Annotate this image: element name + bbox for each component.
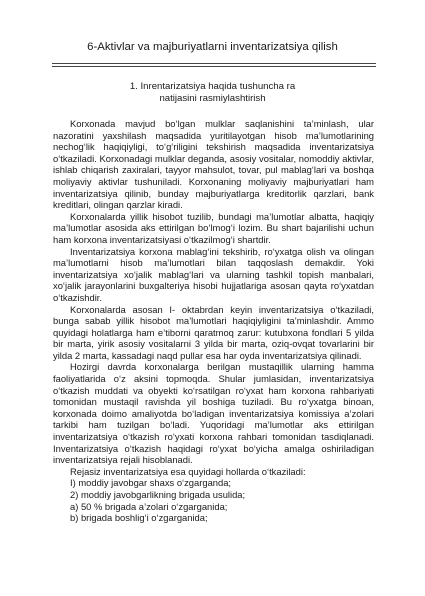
section-heading <box>0 81 425 105</box>
header-rule-bottom <box>52 66 376 67</box>
paragraph-1: Korxonada mavjud bo‘lgan mulklar saqlanishini ta’minlash, ular nazoratini yaxshilash maqsadida yuritilayotgan hisob ma’lumotlarining nechog‘lik haqiqiyligi, to‘g‘riligini tekshirish maqsadida inventarizatsiya o‘tkaziladi. Korxonadagi mulklar deganda, asosiy vositalar, nomoddiy aktivlar, ishlab chiqarish zaxiralari, tayyor mahsulot, tovar, pul mablag‘lari va boshqa moliyaviy aktivlar tushuniladi. Korxonaning moliyaviy majburiyatlari ham inventarizatsiya qilinib, bunday majburiyatlarga kreditorlik qarzlari, bank kreditlari, olingan qarzlar kiradi. <box>53 118 374 211</box>
paragraph-6: Rejasiz inventarizatsiya esa quyidagi hollarda o‘tkaziladi: <box>70 465 306 477</box>
header-rule-top <box>52 63 376 64</box>
list-item: I) moddiy javobgar shaxs o‘zgarganda; <box>70 477 232 489</box>
list-item: b) brigada boshlig‘i o‘zgarganida; <box>70 512 208 524</box>
unplanned-inventory-list <box>53 477 374 523</box>
chapter-title: 6-Aktivlar va majburiyatlarni inventarizatsiya qilish <box>87 41 338 53</box>
list-item: a) 50 % brigada a’zolari o‘zgarganida; <box>70 500 228 512</box>
list-item: 2) moddiy javobgarlikning brigada usulida; <box>70 489 246 500</box>
paragraph-5: Hozirgi davrda korxonalarga berilgan mustaqillik ularning hamma faoliyatlarida o‘z aksini topmoqda. Shular jumlasidan, inventarizatsiya o‘tkazish muddati va obyekti ko‘rsatilgan ro‘yxat ham korxona rahbariyati tomonidan mustaqil ravishda yil boshiga tuziladi. Bu ro‘yxatga binoan, korxonada doimo amaliyotda bo‘ladigan inventarizatsiya komissiya a’zolari tarkibi ham tuzilgan bo‘ladi. Yuqoridagi ma’lumotlar aks ettirilgan inventarizatsiya o‘tkazish ro‘yxati korxona rahbari tomonidan tasdiqlanadi. Inventarizatsiya o‘tkazish haqidagi ro‘yxat bo‘yicha amalga oshiriladigan inventarizatsiya rejali hisoblanadi. <box>53 361 374 466</box>
paragraph-2: Korxonalarda yillik hisobot tuzilib, bundagi ma’lumotlar albatta, haqiqiy ma’lumotlar asosida aks ettirilgan bo‘lmog‘i lozim. Bu shart bajarilishi uchun ham korxona inventarizatsiyasi o‘tkazilmog‘i shartdir. <box>53 210 374 245</box>
section-heading-line-2: natijasini rasmiylashtirish <box>159 93 266 104</box>
paragraph-3: Inventarizatsiya korxona mablag‘ini tekshirib, ro‘yxatga olish va olingan ma’lumotlarni hisob ma’lumotlari bilan taqqoslash demakdir. Yoki inventarizatsiya xo‘jalik mablag‘lari va ularning tashkil topish manbalari, xo‘jalik jarayonlarini buxgalteriya hisobi hujjatlariga asosan qayta ro‘yxatdan o‘tkazishdir. <box>53 245 374 303</box>
paragraph-4: Korxonalarda asosan I- oktabrdan keyin inventarizatsiya o‘tkaziladi, bunga sabab yillik hisobot ma’lumotlari haqiqiyligini ta’minlashdir. Ammo quyidagi holatlarga ham e’tiborni qaratmoq zarur: kutubxona fondlari 5 yilda bir marta, yirik asosiy vositalarni 3 yilda bir marta, oziq-ovqat tovarlarini bir yilda 2 marta, kassadagi naqd pullar esa har oyda inventarizatsiya qilinadi. <box>53 303 374 361</box>
body-text <box>53 118 374 524</box>
section-heading-line-1: 1. Inrentarizatsiya haqida tushuncha ra <box>129 81 296 92</box>
